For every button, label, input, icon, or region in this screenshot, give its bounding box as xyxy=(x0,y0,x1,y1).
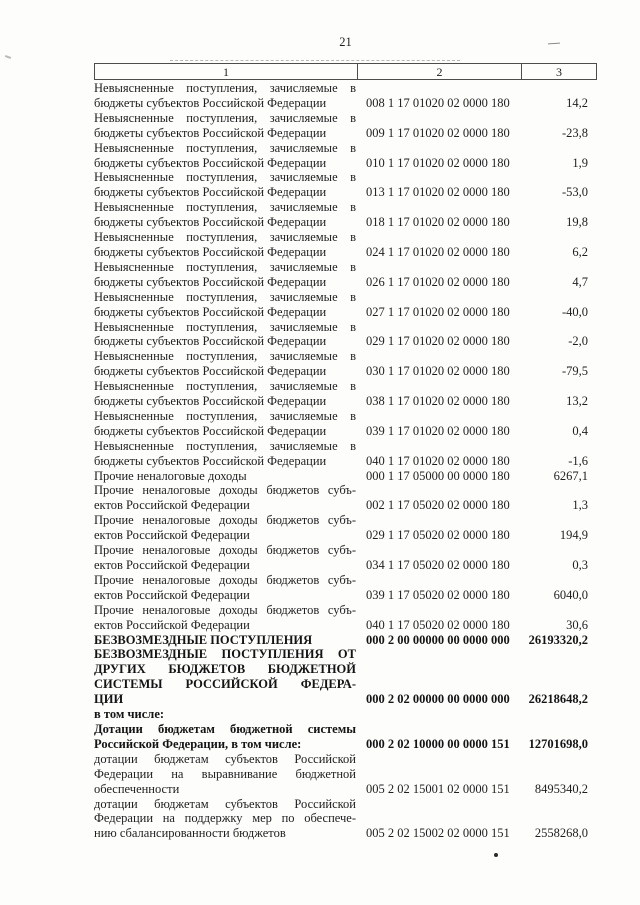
row-description-line: Федерации на поддержку мер по обеспече- xyxy=(94,811,356,826)
row-description-line: обеспеченности xyxy=(94,781,180,796)
row-description xyxy=(94,573,356,603)
row-code: 000 2 00 00000 00 0000 000 xyxy=(366,632,510,647)
table-row xyxy=(94,483,588,513)
row-description xyxy=(94,647,356,707)
table-row xyxy=(94,469,588,484)
row-code: 034 1 17 05020 02 0000 180 xyxy=(366,558,510,572)
table-row xyxy=(94,81,588,111)
row-description-line: Дотации бюджетам бюджетной системы xyxy=(94,721,356,736)
row-description-line: бюджеты субъектов Российской Федерации xyxy=(94,423,327,438)
row-amount: -53,0 xyxy=(561,185,588,200)
row-code: 026 1 17 01020 02 0000 180 xyxy=(366,274,510,289)
row-description-line: Прочие неналоговые доходы бюджетов субъ- xyxy=(94,483,356,498)
row-description xyxy=(94,111,356,141)
row-description xyxy=(94,81,356,111)
row-description-line: Прочие неналоговые доходы бюджетов субъ- xyxy=(94,513,356,528)
row-description-line: Невыясненные поступления, зачисляемые в xyxy=(94,200,356,215)
table-row xyxy=(94,603,588,633)
row-description-line: в том числе: xyxy=(94,707,165,722)
table-body xyxy=(94,81,588,841)
row-description xyxy=(94,722,356,752)
row-description-line: СИСТЕМЫ РОССИЙСКОЙ ФЕДЕРА- xyxy=(94,677,356,692)
row-amount: 1,3 xyxy=(572,498,588,513)
row-description xyxy=(94,633,356,648)
scan-artifact-header-line xyxy=(170,60,460,61)
row-code: 040 1 17 05020 02 0000 180 xyxy=(366,617,510,632)
row-description-line: бюджеты субъектов Российской Федерации xyxy=(94,274,327,289)
row-code: 040 1 17 01020 02 0000 180 xyxy=(366,453,510,468)
row-code: 002 1 17 05020 02 0000 180 xyxy=(366,498,510,513)
row-description-line: Невыясненные поступления, зачисляемые в xyxy=(94,408,356,423)
scan-artifact-dot xyxy=(494,853,498,857)
row-amount: 6267,1 xyxy=(553,468,588,483)
table-row xyxy=(94,573,588,603)
row-amount: -1,6 xyxy=(568,453,588,468)
row-code: 027 1 17 01020 02 0000 180 xyxy=(366,304,510,319)
table-row xyxy=(94,722,588,752)
row-description-line: Прочие неналоговые доходы xyxy=(94,468,247,483)
row-description-line: Невыясненные поступления, зачисляемые в xyxy=(94,289,356,304)
row-code: 005 2 02 15001 02 0000 151 xyxy=(366,781,510,796)
row-description-line: Невыясненные поступления, зачисляемые в xyxy=(94,140,356,155)
row-description-line: Прочие неналоговые доходы бюджетов субъ- xyxy=(94,602,356,617)
row-amount: 8495340,2 xyxy=(534,781,588,796)
row-description xyxy=(94,290,356,320)
row-amount: 6040,0 xyxy=(553,587,588,602)
row-description-line: БЕЗВОЗМЕЗДНЫЕ ПОСТУПЛЕНИЯ xyxy=(94,632,313,647)
row-code: 005 2 02 15002 02 0000 151 xyxy=(366,826,510,841)
row-description-line: Невыясненные поступления, зачисляемые в xyxy=(94,81,356,95)
table-row xyxy=(94,752,588,797)
header-col-1: 1 xyxy=(95,64,358,79)
row-description-line: бюджеты субъектов Российской Федерации xyxy=(94,125,327,140)
row-description-line: нию сбалансированности бюджетов xyxy=(94,826,286,841)
row-code: 024 1 17 01020 02 0000 180 xyxy=(366,244,510,259)
row-description xyxy=(94,200,356,230)
row-description-line: дотации бюджетам субъектов Российской xyxy=(94,751,356,766)
row-amount: 30,6 xyxy=(566,617,588,632)
row-description-line: Невыясненные поступления, зачисляемые в xyxy=(94,379,356,394)
row-description-line: ектов Российской Федерации xyxy=(94,558,250,572)
row-description-line: ектов Российской Федерации xyxy=(94,528,250,543)
row-description xyxy=(94,797,356,842)
row-amount: 14,2 xyxy=(566,95,588,110)
table-row xyxy=(94,543,588,573)
table-row xyxy=(94,111,588,141)
row-description-line: дотации бюджетам субъектов Российской xyxy=(94,796,356,811)
row-description xyxy=(94,260,356,290)
row-description-line: Невыясненные поступления, зачисляемые в xyxy=(94,170,356,185)
row-amount: 26193320,2 xyxy=(528,632,588,647)
row-code: 009 1 17 01020 02 0000 180 xyxy=(366,125,510,140)
row-description-line: Невыясненные поступления, зачисляемые в xyxy=(94,110,356,125)
row-description-line: Невыясненные поступления, зачисляемые в xyxy=(94,259,356,274)
row-amount: 2558268,0 xyxy=(534,826,588,841)
table-row xyxy=(94,707,588,722)
row-code: 000 2 02 00000 00 0000 000 xyxy=(366,692,510,707)
row-code: 000 1 17 05000 00 0000 180 xyxy=(366,468,510,483)
row-code: 038 1 17 01020 02 0000 180 xyxy=(366,394,510,409)
row-amount: -79,5 xyxy=(561,364,588,379)
table-row xyxy=(94,260,588,290)
table-row xyxy=(94,409,588,439)
row-description-line: бюджеты субъектов Российской Федерации xyxy=(94,155,327,170)
row-amount: 13,2 xyxy=(566,394,588,409)
row-description xyxy=(94,483,356,513)
row-code: 029 1 17 01020 02 0000 180 xyxy=(366,334,510,349)
row-description-line: Прочие неналоговые доходы бюджетов субъ- xyxy=(94,543,356,558)
row-amount: 0,4 xyxy=(572,423,588,438)
row-description-line: Прочие неналоговые доходы бюджетов субъ- xyxy=(94,572,356,587)
table-row xyxy=(94,230,588,260)
row-description-line: бюджеты субъектов Российской Федерации xyxy=(94,304,327,319)
row-amount: 6,2 xyxy=(572,244,588,259)
row-description xyxy=(94,469,356,484)
row-amount: -23,8 xyxy=(561,125,588,140)
row-description-line: ектов Российской Федерации xyxy=(94,498,250,513)
table-row xyxy=(94,170,588,200)
table-row xyxy=(94,633,588,648)
row-amount: 194,9 xyxy=(559,528,588,543)
row-description xyxy=(94,513,356,543)
page-number: 21 xyxy=(339,35,352,49)
row-description-line: БЕЗВОЗМЕЗДНЫЕ ПОСТУПЛЕНИЯ ОТ xyxy=(94,647,356,662)
row-description xyxy=(94,603,356,633)
scan-artifact-left-speck xyxy=(5,55,11,59)
table-row xyxy=(94,647,588,707)
row-description-line: ЦИИ xyxy=(94,692,124,707)
row-code: 010 1 17 01020 02 0000 180 xyxy=(366,155,510,170)
row-description-line: бюджеты субъектов Российской Федерации xyxy=(94,334,327,349)
row-description xyxy=(94,170,356,200)
row-amount: 26218648,2 xyxy=(528,692,588,707)
row-description-line: бюджеты субъектов Российской Федерации xyxy=(94,394,327,409)
row-description-line: Невыясненные поступления, зачисляемые в xyxy=(94,319,356,334)
row-description-line: Невыясненные поступления, зачисляемые в xyxy=(94,349,356,364)
row-description-line: ектов Российской Федерации xyxy=(94,587,250,602)
row-description xyxy=(94,409,356,439)
row-description xyxy=(94,230,356,260)
row-description-line: бюджеты субъектов Российской Федерации xyxy=(94,185,327,200)
row-description-line: Федерации на выравнивание бюджетной xyxy=(94,766,356,781)
row-amount: 0,3 xyxy=(572,558,588,572)
row-description xyxy=(94,141,356,171)
row-description xyxy=(94,752,356,797)
row-description-line: бюджеты субъектов Российской Федерации xyxy=(94,95,327,110)
row-description-line: бюджеты субъектов Российской Федерации xyxy=(94,364,327,379)
table-row xyxy=(94,513,588,543)
table-row xyxy=(94,379,588,409)
header-col-3: 3 xyxy=(556,64,562,79)
table-row xyxy=(94,797,588,842)
table-row xyxy=(94,200,588,230)
table-row xyxy=(94,349,588,379)
row-amount: -40,0 xyxy=(561,304,588,319)
row-description-line: Российской Федерации, в том числе: xyxy=(94,736,302,751)
row-code: 030 1 17 01020 02 0000 180 xyxy=(366,364,510,379)
row-amount: 1,9 xyxy=(572,155,588,170)
row-description xyxy=(94,543,356,573)
row-description-line: Невыясненные поступления, зачисляемые в xyxy=(94,438,356,453)
row-code: 029 1 17 05020 02 0000 180 xyxy=(366,528,510,543)
row-description-line: Невыясненные поступления, зачисляемые в xyxy=(94,230,356,245)
row-code: 039 1 17 05020 02 0000 180 xyxy=(366,587,510,602)
row-description-line: бюджеты субъектов Российской Федерации xyxy=(94,453,327,468)
table-row xyxy=(94,320,588,350)
row-description-line: ектов Российской Федерации xyxy=(94,617,250,632)
row-amount: 4,7 xyxy=(572,274,588,289)
header-col-2: 2 xyxy=(358,64,522,79)
row-code: 000 2 02 10000 00 0000 151 xyxy=(366,736,510,751)
table-row xyxy=(94,290,588,320)
row-amount: 12701698,0 xyxy=(528,736,588,751)
row-code: 039 1 17 01020 02 0000 180 xyxy=(366,423,510,438)
row-code: 008 1 17 01020 02 0000 180 xyxy=(366,95,510,110)
row-description-line: ДРУГИХ БЮДЖЕТОВ БЮДЖЕТНОЙ xyxy=(94,662,356,677)
row-amount: 19,8 xyxy=(566,215,588,230)
row-amount: -2,0 xyxy=(568,334,588,349)
row-code: 018 1 17 01020 02 0000 180 xyxy=(366,215,510,230)
row-description-line: бюджеты субъектов Российской Федерации xyxy=(94,244,327,259)
table-row xyxy=(94,141,588,171)
row-description xyxy=(94,349,356,379)
row-description xyxy=(94,439,356,469)
row-description xyxy=(94,320,356,350)
row-code: 013 1 17 01020 02 0000 180 xyxy=(366,185,510,200)
budget-table-header xyxy=(94,63,597,80)
row-description xyxy=(94,707,356,722)
row-description-line: бюджеты субъектов Российской Федерации xyxy=(94,215,327,230)
row-description xyxy=(94,379,356,409)
table-row xyxy=(94,439,588,469)
